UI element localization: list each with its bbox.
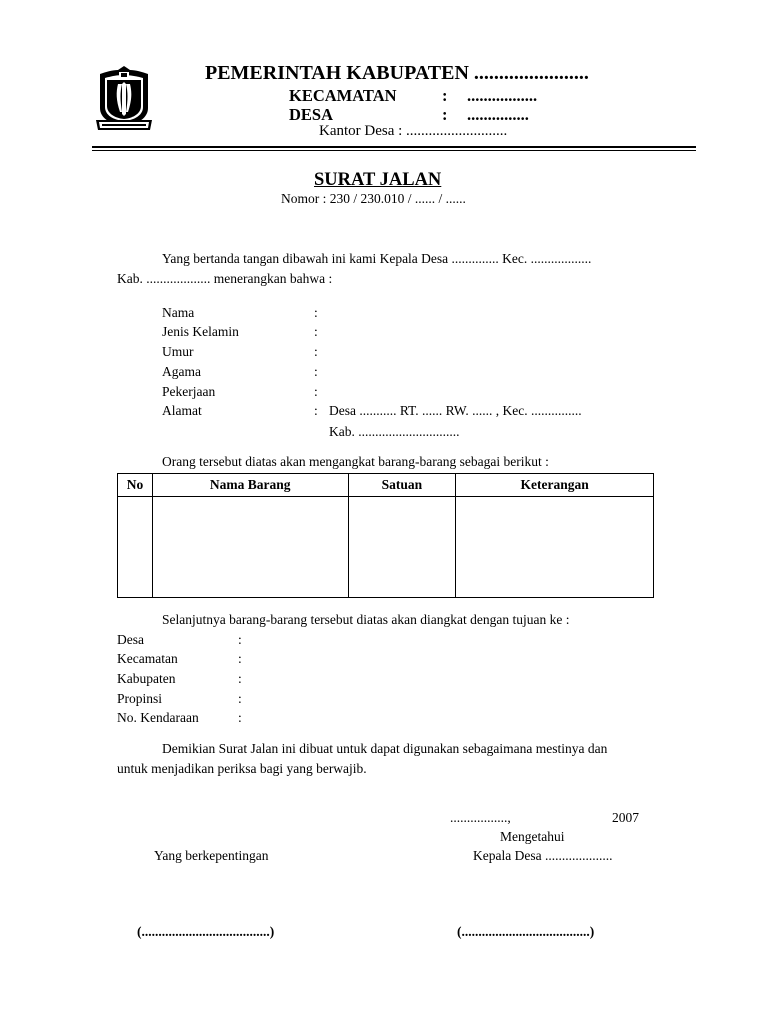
destination-kabupaten-separator: :: [238, 671, 242, 686]
signature-mengetahui: Mengetahui: [500, 829, 565, 844]
header-desa-label: DESA: [289, 105, 334, 124]
goods-column-no: No: [118, 474, 153, 497]
goods-cell-satuan: [348, 497, 456, 598]
goods-cell-nama-barang: [152, 497, 348, 598]
signature-right-title: Kepala Desa ....................: [473, 848, 613, 863]
destination-kecamatan-separator: :: [238, 651, 242, 666]
goods-intro: Orang tersebut diatas akan mengangkat barang-barang sebagai berikut :: [162, 454, 549, 469]
field-jenis-kelamin-separator: :: [314, 324, 318, 339]
signature-right-name: (......................................): [457, 924, 595, 939]
field-umur-label: Umur: [162, 344, 194, 359]
goods-cell-keterangan: [456, 497, 654, 598]
destination-propinsi-label: Propinsi: [117, 691, 163, 706]
destination-propinsi-separator: :: [238, 691, 242, 706]
header-kecamatan-label: KECAMATAN: [289, 86, 397, 105]
closing-line-1: Demikian Surat Jalan ini dibuat untuk dapat digunakan sebagaimana mestinya dan: [162, 741, 608, 756]
field-agama-separator: :: [314, 364, 318, 379]
header-rule-thin: [92, 150, 696, 151]
header-desa-value: ...............: [467, 105, 529, 124]
field-pekerjaan-separator: :: [314, 384, 318, 399]
kabupaten-emblem-logo: [92, 64, 156, 136]
signature-place: .................,: [450, 810, 511, 825]
field-alamat-separator: :: [314, 403, 318, 418]
field-alamat-value: Desa ........... RT. ...... RW. ...... , Kec. ...............: [329, 403, 582, 418]
goods-table-row: [118, 497, 654, 598]
header-desa-separator: :: [442, 105, 448, 124]
goods-cell-no: [118, 497, 153, 598]
field-nama-label: Nama: [162, 305, 195, 320]
destination-intro: Selanjutnya barang-barang tersebut diatas akan diangkat dengan tujuan ke :: [162, 612, 570, 627]
letter-title: SURAT JALAN: [314, 170, 442, 190]
field-pekerjaan-label: Pekerjaan: [162, 384, 216, 399]
letter-number: Nomor : 230 / 230.010 / ...... / ......: [281, 191, 466, 206]
header-kecamatan-value: .................: [467, 86, 538, 105]
intro-line-1: Yang bertanda tangan dibawah ini kami Kepala Desa .............. Kec. ..................: [162, 251, 592, 266]
destination-kendaraan-separator: :: [238, 710, 242, 725]
signature-left-title: Yang berkepentingan: [154, 848, 269, 863]
field-alamat-label: Alamat: [162, 403, 202, 418]
goods-table-header-row: [118, 474, 654, 497]
header-kantor-desa: Kantor Desa : ...........................: [319, 123, 508, 139]
destination-kecamatan-label: Kecamatan: [117, 651, 178, 666]
destination-kabupaten-label: Kabupaten: [117, 671, 176, 686]
field-jenis-kelamin-label: Jenis Kelamin: [162, 324, 239, 339]
intro-line-2: Kab. ................... menerangkan bahwa :: [117, 271, 333, 286]
header-kecamatan-separator: :: [442, 86, 448, 105]
field-alamat-line-2: Kab. ..............................: [329, 424, 460, 439]
goods-column-keterangan: Keterangan: [456, 474, 654, 497]
signature-left-name: (......................................): [137, 924, 275, 939]
signature-year: 2007: [612, 810, 639, 825]
header-title: PEMERINTAH KABUPATEN .......................: [205, 62, 589, 84]
goods-column-nama-barang: Nama Barang: [152, 474, 348, 497]
destination-desa-separator: :: [238, 632, 242, 647]
closing-line-2: untuk menjadikan periksa bagi yang berwajib.: [117, 761, 367, 776]
field-nama-separator: :: [314, 305, 318, 320]
goods-table: [117, 473, 654, 598]
field-agama-label: Agama: [162, 364, 201, 379]
goods-column-satuan: Satuan: [348, 474, 456, 497]
destination-kendaraan-label: No. Kendaraan: [117, 710, 199, 725]
destination-desa-label: Desa: [117, 632, 144, 647]
field-umur-separator: :: [314, 344, 318, 359]
header-rule-thick: [92, 146, 696, 148]
